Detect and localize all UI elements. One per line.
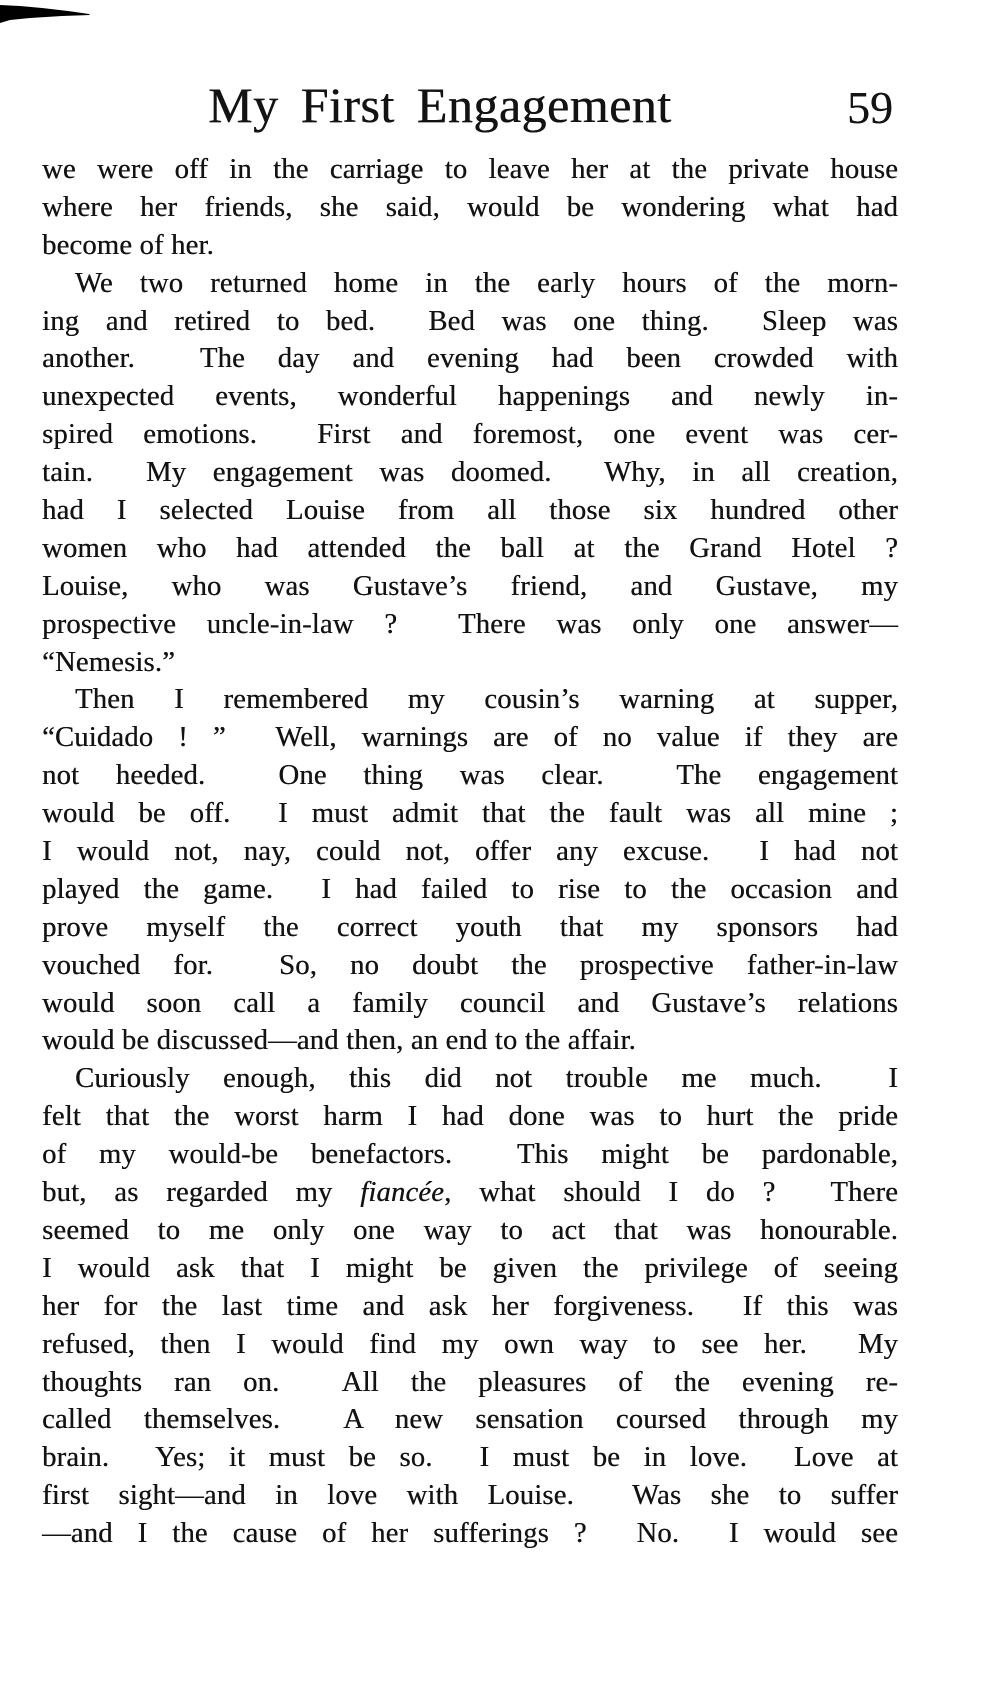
text-segment: called themselves. A new sensation coursed through my xyxy=(42,1404,898,1436)
text-segment: Curiously enough, this did not trouble me much. I xyxy=(75,1063,898,1095)
text-line xyxy=(42,681,898,719)
text-line xyxy=(42,303,898,341)
text-segment: ing and retired to bed. Bed was one thing. Sleep was xyxy=(42,305,898,337)
text-line xyxy=(42,719,898,757)
text-segment: seemed to me only one way to act that was honourable. xyxy=(42,1214,898,1246)
text-line xyxy=(42,757,898,795)
text-segment: Louise, who was Gustave’s friend, and Gustave, my xyxy=(42,570,898,602)
text-segment: Then I remembered my cousin’s warning at supper, xyxy=(75,684,898,716)
paragraph xyxy=(42,681,898,1060)
text-segment: I would not, nay, could not, offer any excuse. I had not xyxy=(42,836,898,868)
text-segment: not heeded. One thing was clear. The engagement xyxy=(42,760,898,792)
text-segment: prove myself the correct youth that my sponsors had xyxy=(42,911,898,943)
text-line xyxy=(42,1288,898,1326)
text-line xyxy=(42,947,898,985)
text-segment: brain. Yes; it must be so. I must be in love. Love at xyxy=(42,1442,898,1474)
text-line xyxy=(42,189,898,227)
text-segment: would be discussed—and then, an end to the affair. xyxy=(42,1025,636,1057)
text-line xyxy=(42,1364,898,1402)
text-segment: thoughts ran on. All the pleasures of the evening re- xyxy=(42,1366,898,1398)
text-line xyxy=(42,1136,898,1174)
text-line xyxy=(42,1098,898,1136)
paragraph xyxy=(42,265,898,682)
text-line xyxy=(42,151,898,189)
text-segment: felt that the worst harm I had done was to hurt the pride xyxy=(42,1101,898,1133)
text-segment: “Nemesis.” xyxy=(42,646,176,678)
page-number: 59 xyxy=(847,82,893,133)
text-line xyxy=(42,795,898,833)
text-segment: first sight—and in love with Louise. Was she to suffer xyxy=(42,1480,898,1512)
text-segment: we were off in the carriage to leave her at the private house xyxy=(42,154,898,185)
text-segment: tain. My engagement was doomed. Why, in all creation, xyxy=(42,457,898,489)
text-line xyxy=(42,1401,898,1439)
italic-text-segment: fiancée xyxy=(360,1177,445,1209)
text-segment: prospective uncle-in-law ? There was only one answer— xyxy=(42,608,898,640)
text-segment: her for the last time and ask her forgiveness. If this was xyxy=(42,1290,898,1322)
text-line xyxy=(42,1060,898,1098)
paragraph xyxy=(42,151,898,265)
text-segment: I would ask that I might be given the privilege of seeing xyxy=(42,1252,898,1284)
text-line xyxy=(42,1250,898,1288)
text-segment: refused, then I would find my own way to see her. My xyxy=(42,1328,898,1360)
text-line xyxy=(42,416,898,454)
text-line xyxy=(42,1477,898,1515)
text-segment: vouched for. So, no doubt the prospective father-in-law xyxy=(42,949,898,981)
text-segment: unexpected events, wonderful happenings and newly in- xyxy=(42,381,898,413)
text-line xyxy=(42,909,898,947)
text-segment: We two returned home in the early hours of the morn- xyxy=(75,267,898,299)
text-segment: would be off. I must admit that the fault was all mine ; xyxy=(42,798,898,830)
text-line xyxy=(42,833,898,871)
text-line xyxy=(42,644,898,682)
ink-smudge-artifact xyxy=(0,2,100,28)
text-segment: but, as regarded my xyxy=(42,1177,361,1209)
text-line xyxy=(42,340,898,378)
paragraph xyxy=(42,1060,898,1553)
text-segment: of my would-be benefactors. This might be pardonable, xyxy=(42,1139,898,1171)
text-line xyxy=(42,1515,898,1553)
text-line xyxy=(42,606,898,644)
text-segment: would soon call a family council and Gustave’s relations xyxy=(42,987,898,1019)
text-line xyxy=(42,985,898,1023)
text-line xyxy=(42,1022,898,1060)
text-line xyxy=(42,454,898,492)
text-line xyxy=(42,530,898,568)
page-title: My First Engagement xyxy=(208,77,672,133)
text-line xyxy=(42,492,898,530)
text-line xyxy=(42,1174,898,1212)
text-segment: “Cuidado ! ” Well, warnings are of no value if they are xyxy=(42,722,898,754)
text-segment: spired emotions. First and foremost, one event was cer- xyxy=(42,419,898,451)
text-segment: become of her. xyxy=(42,229,214,261)
text-line xyxy=(42,378,898,416)
text-segment: , what should I do ? There xyxy=(444,1177,899,1209)
text-line xyxy=(42,1212,898,1250)
text-line xyxy=(42,265,898,303)
body-text xyxy=(42,151,898,1553)
text-line xyxy=(42,227,898,265)
text-line xyxy=(42,871,898,909)
text-segment: had I selected Louise from all those six hundred other xyxy=(42,495,898,527)
text-segment: another. The day and evening had been crowded with xyxy=(42,343,898,375)
text-segment: —and I the cause of her sufferings ? No. I would see xyxy=(42,1518,898,1550)
text-segment: women who had attended the ball at the Grand Hotel ? xyxy=(42,532,898,564)
text-line xyxy=(42,1439,898,1477)
text-line xyxy=(42,1326,898,1364)
text-segment: played the game. I had failed to rise to the occasion and xyxy=(42,873,898,905)
text-line xyxy=(42,568,898,606)
text-segment: where her friends, she said, would be wondering what had xyxy=(42,191,898,223)
